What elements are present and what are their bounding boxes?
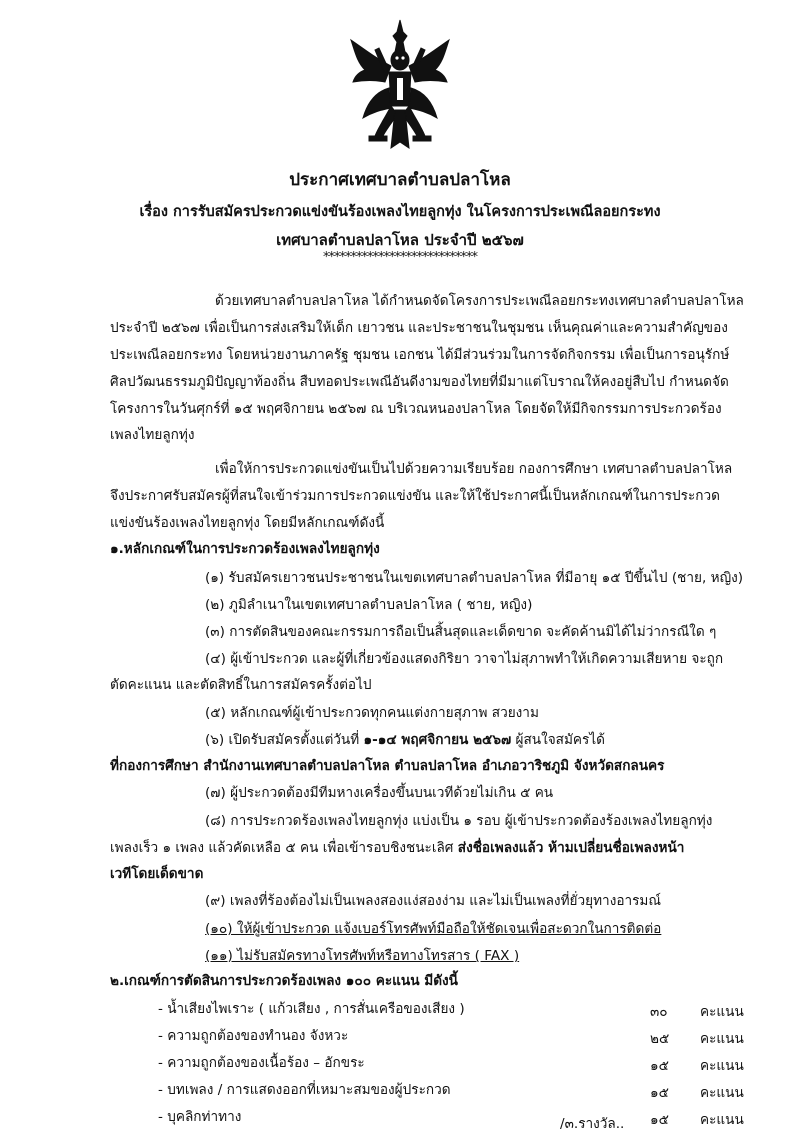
criterion-unit: คะแนน xyxy=(700,1112,744,1128)
rule-1: (๑) รับสมัครเยาวชนประชาชนในเขตเทศบาลตำบลปลาโหล ที่มีอายุ ๑๕ ปีขึ้นไป (ชาย, หญิง) xyxy=(205,570,744,586)
rule-10: (๑๐) ให้ผู้เข้าประกวด แจ้งเบอร์โทรศัพท์มือถือให้ชัดเจนเพื่อสะดวกในการติดต่อ xyxy=(205,921,662,937)
criterion-unit: คะแนน xyxy=(700,1031,744,1047)
section2-heading: ๒.เกณฑ์การตัดสินการประกวดร้องเพลง ๑๐๐ คะแนน มีดังนี้ xyxy=(110,973,458,989)
rule-2: (๒) ภูมิลำเนาในเขตเทศบาลตำบลปลาโหล ( ชาย, หญิง) xyxy=(205,597,533,613)
criterion-unit: คะแนน xyxy=(700,1058,744,1074)
criterion-label: - บุคลิกท่าทาง xyxy=(158,1109,242,1125)
rule-8a: (๘) การประกวดร้องเพลงไทยลูกทุ่ง แบ่งเป็น ๑ รอบ ผู้เข้าประกวดต้องร้องเพลงไทยลูกทุ่ง xyxy=(205,813,713,829)
intro-p1-line4: ศิลปวัฒนธรรมภูมิปัญญาท้องถิ่น สืบทอดประเพณีอันดีงามของไทยที่มีมาแต่โบราณให้คงอยู่สืบไป กำหนดจัด xyxy=(110,374,729,390)
criterion-label: - น้ำเสียงไพเราะ ( แก้วเสียง , การสั่นเครือของเสียง ) xyxy=(158,1001,465,1017)
announcement-title: ประกาศเทศบาลตำบลปลาโหล xyxy=(289,170,511,190)
rule-3: (๓) การตัดสินของคณะกรรมการถือเป็นสิ้นสุดและเด็ดขาด จะคัดค้านมิได้ไม่ว่ากรณีใด ๆ xyxy=(205,624,717,640)
garuda-emblem-icon xyxy=(345,18,455,153)
rule-4a: (๔) ผู้เข้าประกวด และผู้ที่เกี่ยวข้องแสดงกิริยา วาจาไม่สุภาพทำให้เกิดความเสียหาย จะถูก xyxy=(205,651,724,667)
intro-p2-line1: เพื่อให้การประกวดแข่งขันเป็นไปด้วยความเรียบร้อย กองการศึกษา เทศบาลตำบลปลาโหล xyxy=(215,461,733,477)
rule-8b xyxy=(110,839,684,857)
section1-heading: ๑.หลักเกณฑ์ในการประกวดร้องเพลงไทยลูกทุ่ง xyxy=(110,541,380,557)
criterion-points: ๓๐ xyxy=(650,1004,668,1020)
intro-p1-line6: เพลงไทยลูกทุ่ง xyxy=(110,427,195,443)
criterion-unit: คะแนน xyxy=(700,1085,744,1101)
rule-8b-warning: ส่งชื่อเพลงแล้ว ห้ามเปลี่ยนชื่อเพลงหน้า xyxy=(457,840,685,856)
criterion-points: ๒๕ xyxy=(650,1031,670,1047)
rule-6b: ที่กองการศึกษา สำนักงานเทศบาลตำบลปลาโหล ตำบลปลาโหล อำเภอวาริชภูมิ จังหวัดสกลนคร xyxy=(110,758,665,774)
intro-p2-line3: แข่งขันร้องเพลงไทยลูกทุ่ง โดยมีหลักเกณฑ์ดังนี้ xyxy=(110,515,385,531)
announcement-subject-line2: เทศบาลตำบลปลาโหล ประจำปี ๒๕๖๗ xyxy=(276,231,524,249)
criterion-unit: คะแนน xyxy=(700,1004,744,1020)
rule-6-dates: ๑-๑๔ พฤศจิกายน ๒๕๖๗ xyxy=(363,732,512,748)
rule-6 xyxy=(205,731,605,749)
announcement-subject: เรื่อง การรับสมัครประกวดแข่งขันร้องเพลงไทยลูกทุ่ง ในโครงการประเพณีลอยกระทง xyxy=(139,204,661,220)
intro-p1-line2: ประจำปี ๒๕๖๗ เพื่อเป็นการส่งเสริมให้เด็ก เยาวชน และประชาชนในชุมชน เห็นคุณค่าและความสำคัญของ xyxy=(110,320,728,336)
criterion-points: ๑๕ xyxy=(650,1085,669,1101)
criterion-label: - บทเพลง / การแสดงออกที่เหมาะสมของผู้ประกวด xyxy=(158,1082,451,1098)
rule-9: (๙) เพลงที่ร้องต้องไม่เป็นเพลงสองแง่สองง่าม และไม่เป็นเพลงที่ยั่วยุทางอารมณ์ xyxy=(205,893,662,909)
intro-p1-line3: ประเพณีลอยกระทง โดยหน่วยงานภาครัฐ ชุมชน เอกชน ได้มีส่วนร่วมในการจัดกิจกรรม เพื่อเป็นการอนุรักษ์ xyxy=(110,347,730,363)
rule-5: (๕) หลักเกณฑ์ผู้เข้าประกวดทุกคนแต่งกายสุภาพ สวยงาม xyxy=(205,705,539,721)
intro-p1-line1: ด้วยเทศบาลตำบลปลาโหล ได้กำหนดจัดโครงการประเพณีลอยกระทงเทศบาลตำบลปลาโหล xyxy=(215,293,744,309)
intro-p1-line5: โครงการในวันศุกร์ที่ ๑๕ พฤศจิกายน ๒๕๖๗ ณ บริเวณหนองปลาโหล โดยจัดให้มีกิจกรรมการประกวดร้อง xyxy=(110,401,722,417)
criterion-label: - ความถูกต้องของเนื้อร้อง – อักขระ xyxy=(158,1055,365,1071)
rule-11: (๑๑) ไม่รับสมัครทางโทรศัพท์หรือทางโทรสาร ( FAX ) xyxy=(205,948,520,964)
continued-marker: /๓.รางวัล.. xyxy=(560,1116,625,1132)
criterion-points: ๑๕ xyxy=(650,1112,669,1128)
rule-6-suffix: ผู้สนใจสมัครได้ xyxy=(511,732,605,748)
rule-7: (๗) ผู้ประกวดต้องมีทีมหางเครื่องขึ้นบนเวทีด้วยไม่เกิน ๕ คน xyxy=(205,785,554,801)
rule-8b-text: เพลงเร็ว ๑ เพลง แล้วคัดเหลือ ๕ คน เพื่อเข้ารอบชิงชนะเลิศ xyxy=(110,840,458,856)
criterion-points: ๑๕ xyxy=(650,1058,669,1074)
rule-8c: เวทีโดยเด็ดขาด xyxy=(110,866,204,882)
separator: **************************** xyxy=(323,250,477,265)
rule-6-prefix: (๖) เปิดรับสมัครตั้งแต่วันที่ xyxy=(205,732,364,748)
rule-4b: ตัดคะแนน และตัดสิทธิ์ในการสมัครครั้งต่อไป xyxy=(110,677,372,693)
criterion-label: - ความถูกต้องของทำนอง จังหวะ xyxy=(158,1028,349,1044)
intro-p2-line2: จึงประกาศรับสมัครผู้ที่สนใจเข้าร่วมการประกวดแข่งขัน และให้ใช้ประกาศนี้เป็นหลักเกณฑ์ในการประกวด xyxy=(110,488,720,504)
